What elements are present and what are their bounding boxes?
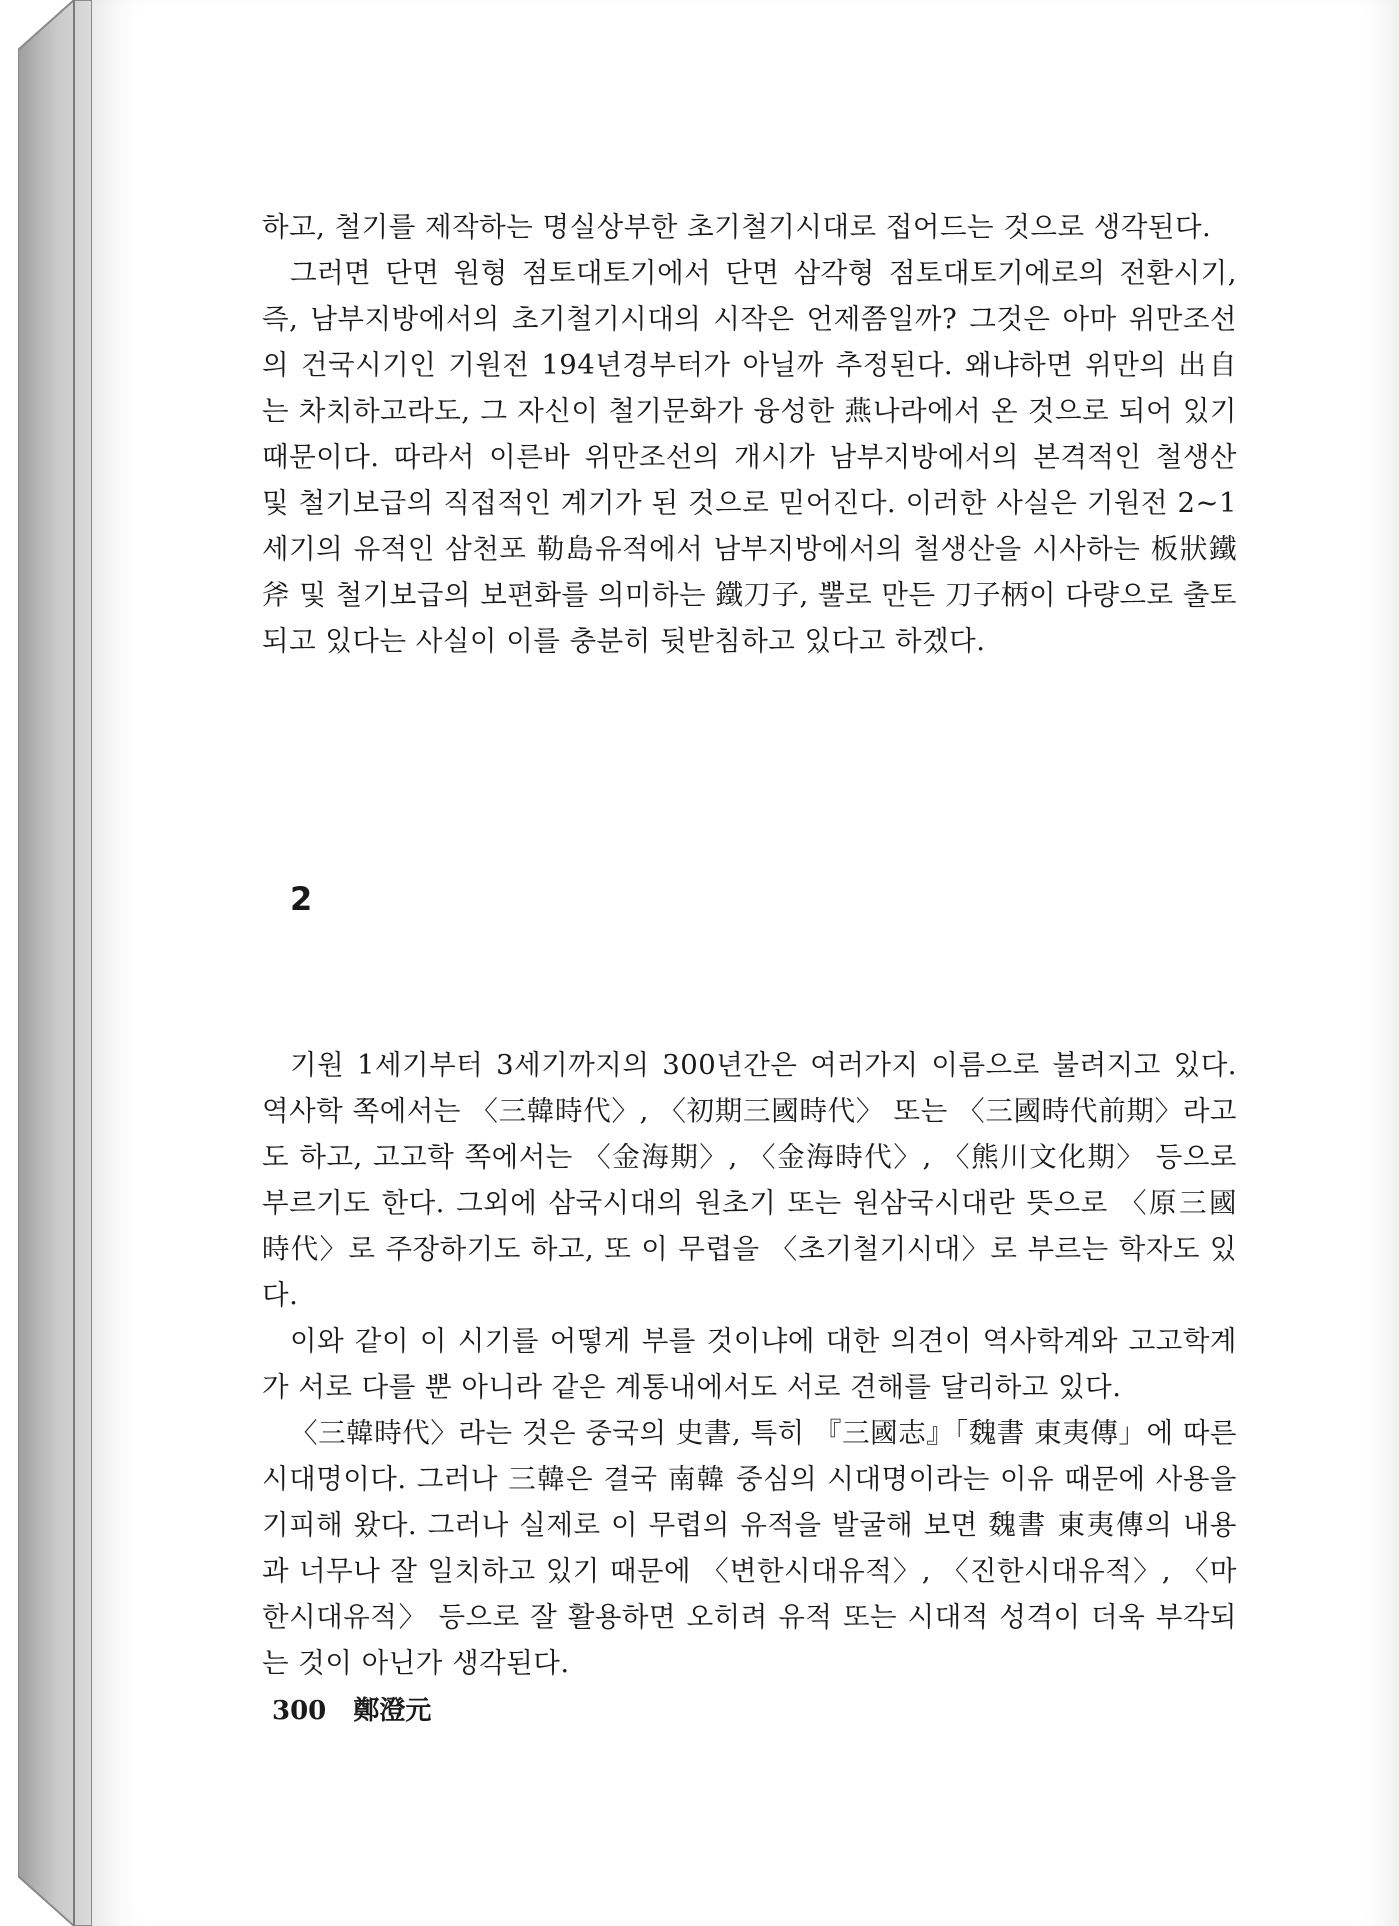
paragraph: 〈三韓時代〉라는 것은 중국의 史書, 특히 『三國志』「魏書 東夷傳」에 따른 시대명이다. 그러나 三韓은 결국 南韓 중심의 시대명이라는 이유 때문에 사용을 기피해 왔다. 그러나 실제로 이 무렵의 유적을 발굴해 보면 魏書 東夷傳의 내용과 너무나 잘 일치하고 있기 때문에 〈변한시대유적〉, 〈진한시대유적〉, 〈마한시대유적〉 등으로 잘 활용하면 오히려 유적 또는 시대적 성격이 더욱 부각되는 것이 아닌가 생각된다.: [262, 1417, 1237, 1679]
paragraph: 이와 같이 이 시기를 어떻게 부를 것이냐에 대한 의견이 역사학계와 고고학계가 서로 다를 뿐 아니라 같은 계통내에서도 서로 견해를 달리하고 있다.: [262, 1325, 1237, 1403]
paragraph: 하고, 철기를 제작하는 명실상부한 초기철기시대로 접어드는 것으로 생각된다.: [262, 211, 1212, 243]
book-spine: [18, 0, 92, 1926]
page-number: 300: [272, 1696, 327, 1726]
section-one: [262, 204, 1237, 664]
section-number: 2: [290, 880, 313, 918]
section-two: [262, 1042, 1237, 1686]
paragraph: 기원 1세기부터 3세기까지의 300년간은 여러가지 이름으로 불려지고 있다. 역사학 쪽에서는 〈三韓時代〉, 〈初期三國時代〉 또는 〈三國時代前期〉라고도 하고, 고고학 쪽에서는 〈金海期〉, 〈金海時代〉, 〈熊川文化期〉 등으로 부르기도 한다. 그외에 삼국시대의 원초기 또는 원삼국시대란 뜻으로 〈原三國時代〉로 주장하기도 하고, 또 이 무렵을 〈초기철기시대〉로 부르는 학자도 있다.: [262, 1049, 1237, 1311]
author-name: 鄭澄元: [353, 1696, 432, 1726]
page-footer: [272, 1690, 431, 1727]
paragraph: 그러면 단면 원형 점토대토기에서 단면 삼각형 점토대토기에로의 전환시기, 즉, 남부지방에서의 초기철기시대의 시작은 언제쯤일까? 그것은 아마 위만조선의 건국시기인 기원전 194년경부터가 아닐까 추정된다. 왜냐하면 위만의 出自는 차치하고라도, 그 자신이 철기문화가 융성한 燕나라에서 온 것으로 되어 있기 때문이다. 따라서 이른바 위만조선의 개시가 남부지방에서의 본격적인 철생산 및 철기보급의 직접적인 계기가 된 것으로 믿어진다. 이러한 사실은 기원전 2~1세기의 유적인 삼천포 勒島유적에서 남부지방에서의 철생산을 시사하는 板狀鐵斧 및 철기보급의 보편화를 의미하는 鐵刀子, 뿔로 만든 刀子柄이 다량으로 출토되고 있다는 사실이 이를 충분히 뒷받침하고 있다고 하겠다.: [262, 257, 1237, 657]
